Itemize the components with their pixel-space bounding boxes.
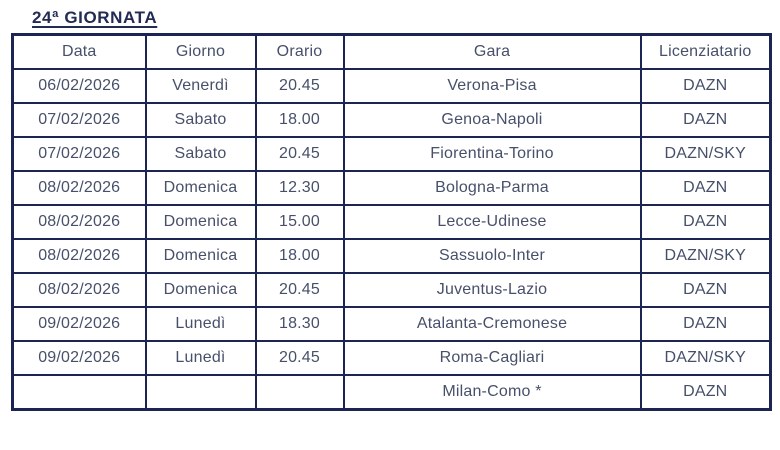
- cell-match: Lecce-Udinese: [344, 205, 641, 239]
- cell-time: 20.45: [256, 273, 344, 307]
- cell-day: Sabato: [146, 137, 256, 171]
- cell-date: 06/02/2026: [13, 69, 146, 103]
- cell-time: 18.00: [256, 239, 344, 273]
- cell-broadcaster: DAZN: [641, 205, 771, 239]
- cell-date: 07/02/2026: [13, 137, 146, 171]
- cell-broadcaster: DAZN: [641, 171, 771, 205]
- cell-time: 18.00: [256, 103, 344, 137]
- cell-time: 20.45: [256, 69, 344, 103]
- cell-time: [256, 375, 344, 410]
- cell-match: Milan-Como *: [344, 375, 641, 410]
- cell-match: Verona-Pisa: [344, 69, 641, 103]
- cell-time: 20.45: [256, 341, 344, 375]
- cell-broadcaster: DAZN: [641, 375, 771, 410]
- cell-date: 08/02/2026: [13, 171, 146, 205]
- cell-match: Roma-Cagliari: [344, 341, 641, 375]
- header-cell-date: Data: [13, 35, 146, 70]
- cell-time: 18.30: [256, 307, 344, 341]
- cell-time: 12.30: [256, 171, 344, 205]
- matchday-schedule-table: [11, 33, 772, 411]
- cell-match: Atalanta-Cremonese: [344, 307, 641, 341]
- cell-date: 08/02/2026: [13, 273, 146, 307]
- cell-broadcaster: DAZN/SKY: [641, 239, 771, 273]
- cell-day: Domenica: [146, 171, 256, 205]
- header-cell-broadcaster: Licenziatario: [641, 35, 771, 70]
- cell-date: [13, 375, 146, 410]
- cell-date: 09/02/2026: [13, 307, 146, 341]
- header-cell-match: Gara: [344, 35, 641, 70]
- page-title: 24ª GIORNATA: [32, 8, 158, 27]
- cell-day: Sabato: [146, 103, 256, 137]
- table-header: [13, 35, 771, 70]
- match-row: [13, 341, 771, 375]
- cell-match: Juventus-Lazio: [344, 273, 641, 307]
- header-row: [13, 35, 771, 70]
- cell-day: Lunedì: [146, 307, 256, 341]
- cell-date: 08/02/2026: [13, 205, 146, 239]
- cell-broadcaster: DAZN: [641, 273, 771, 307]
- cell-day: Domenica: [146, 205, 256, 239]
- cell-day: Lunedì: [146, 341, 256, 375]
- cell-match: Genoa-Napoli: [344, 103, 641, 137]
- cell-time: 15.00: [256, 205, 344, 239]
- header-cell-day: Giorno: [146, 35, 256, 70]
- cell-time: 20.45: [256, 137, 344, 171]
- match-row: [13, 103, 771, 137]
- cell-broadcaster: DAZN/SKY: [641, 137, 771, 171]
- cell-day: [146, 375, 256, 410]
- cell-match: Sassuolo-Inter: [344, 239, 641, 273]
- cell-date: 09/02/2026: [13, 341, 146, 375]
- match-row: [13, 273, 771, 307]
- cell-date: 07/02/2026: [13, 103, 146, 137]
- cell-broadcaster: DAZN: [641, 69, 771, 103]
- table-body: [13, 69, 771, 410]
- cell-broadcaster: DAZN: [641, 103, 771, 137]
- cell-broadcaster: DAZN/SKY: [641, 341, 771, 375]
- match-row: [13, 205, 771, 239]
- header-cell-time: Orario: [256, 35, 344, 70]
- match-row: [13, 239, 771, 273]
- cell-day: Venerdì: [146, 69, 256, 103]
- match-row: [13, 375, 771, 410]
- cell-date: 08/02/2026: [13, 239, 146, 273]
- cell-broadcaster: DAZN: [641, 307, 771, 341]
- cell-day: Domenica: [146, 239, 256, 273]
- match-row: [13, 307, 771, 341]
- cell-match: Fiorentina-Torino: [344, 137, 641, 171]
- cell-day: Domenica: [146, 273, 256, 307]
- match-row: [13, 137, 771, 171]
- match-row: [13, 171, 771, 205]
- cell-match: Bologna-Parma: [344, 171, 641, 205]
- match-row: [13, 69, 771, 103]
